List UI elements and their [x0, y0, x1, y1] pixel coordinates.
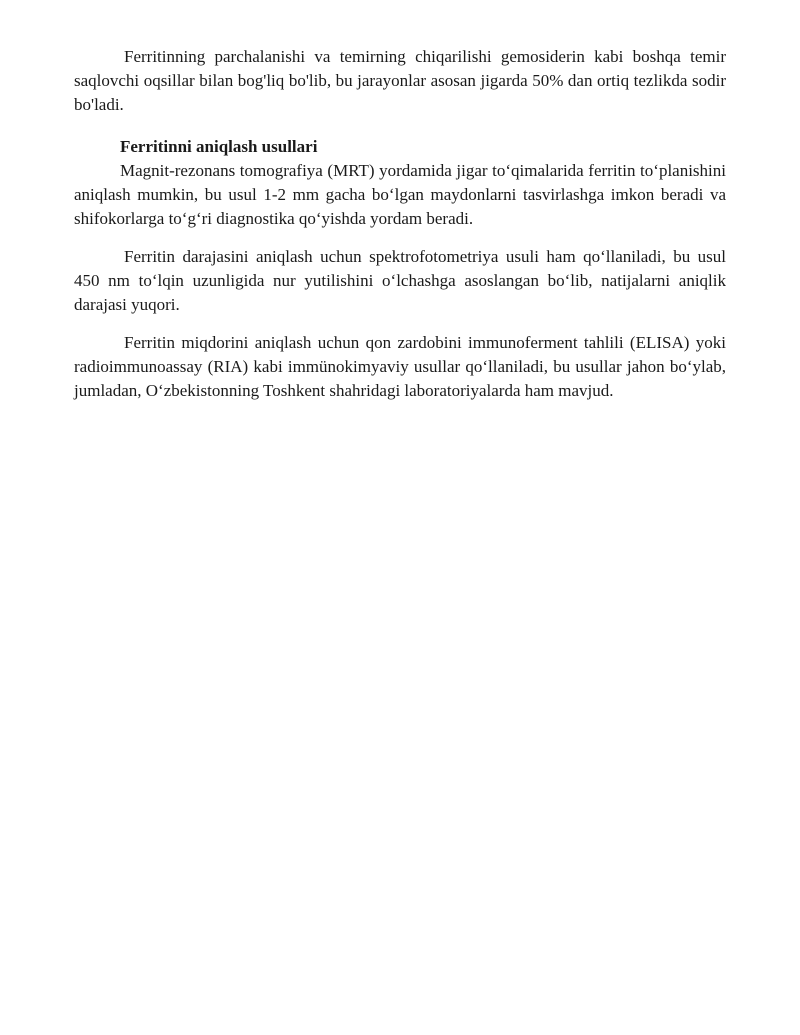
- paragraph-ferritin-breakdown: Ferritinning parchalanishi va temirning chiqarilishi gemosiderin kabi boshqa temir saqlovchi oqsillar bilan bog'liq bo'lib, bu jarayonlar asosan jigarda 50% dan ortiq tezlikda sodir bo'ladi.: [74, 47, 726, 114]
- paragraph-elisa: Ferritin miqdorini aniqlash uchun qon zardobini immunoferment tahlili (ELISA) yoki radioimmunoassay (RIA) kabi immünokimyaviy usullar qo‘llaniladi, bu usullar jahon bo‘ylab, jumladan, O‘zbekistonning Toshkent shahridagi laboratoriyalarda ham mavjud.: [74, 333, 726, 400]
- document-body: [74, 45, 726, 403]
- section-heading: Ferritinni aniqlash usullari: [120, 137, 318, 156]
- paragraph-spectrophotometry: Ferritin darajasini aniqlash uchun spektrofotometriya usuli ham qo‘llaniladi, bu usul 450 nm to‘lqin uzunligida nur yutilishini o‘lchashga asoslangan bo‘lib, natijalarni aniqlik darajasi yuqori.: [74, 247, 726, 314]
- paragraph-mrt: Magnit-rezonans tomografiya (MRT) yordamida jigar to‘qimalarida ferritin to‘planishini aniqlash mumkin, bu usul 1-2 mm gacha bo‘lgan maydonlarni tasvirlashga imkon beradi va shifokorlarga to‘g‘ri diagnostika qo‘yishda yordam beradi.: [74, 161, 726, 228]
